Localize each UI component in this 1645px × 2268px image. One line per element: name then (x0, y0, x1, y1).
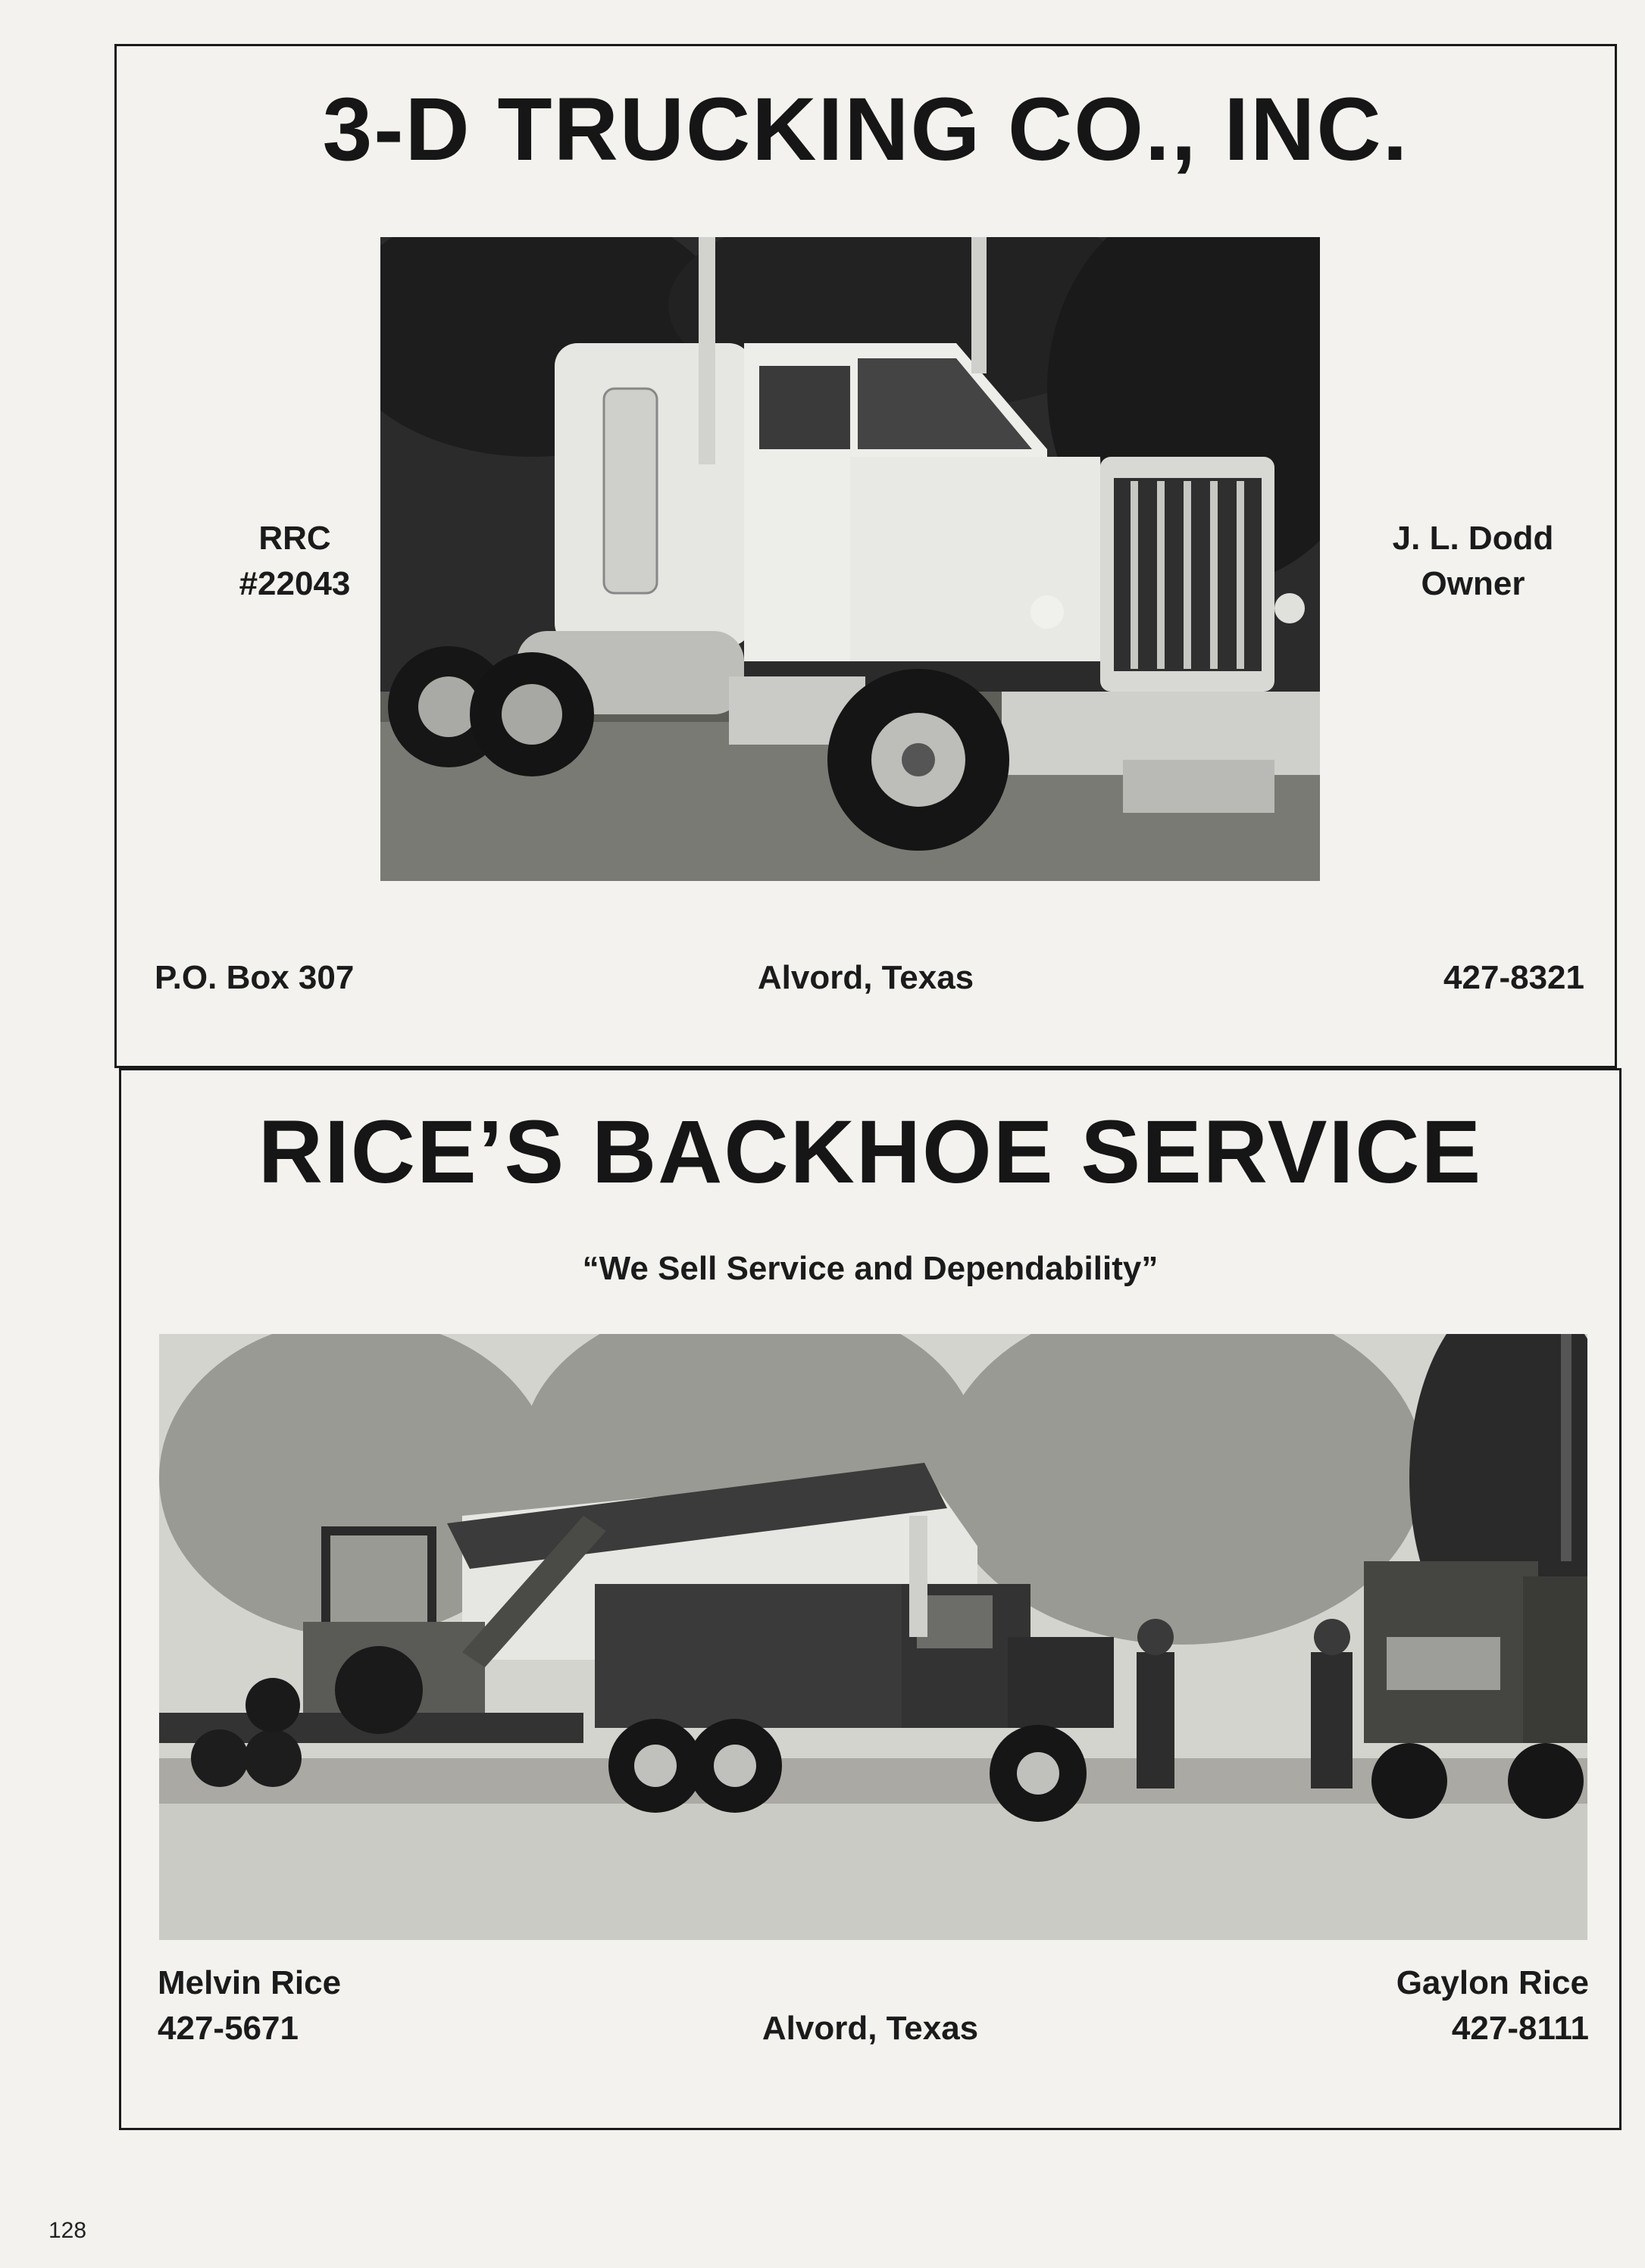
truck-photo (380, 237, 1320, 881)
ad-3d-trucking (114, 44, 1617, 1068)
contact-phone: 427-8111 (1451, 2010, 1589, 2047)
rrc-value: #22043 (239, 565, 351, 602)
contact-name: Melvin Rice (158, 1964, 342, 2001)
owner-title: Owner (1421, 565, 1525, 602)
po-box: P.O. Box 307 (155, 959, 355, 996)
owner-info (1359, 516, 1587, 607)
rrc-label: RRC (258, 520, 331, 557)
contact-gaylon (1396, 1960, 1589, 2051)
semi-truck-image (380, 237, 1320, 881)
ad-rices-backhoe (119, 1068, 1622, 2130)
phone-number: 427-8321 (1443, 959, 1584, 996)
ad-title: RICE’S BACKHOE SERVICE (258, 1102, 1483, 1202)
dump-trucks-image (159, 1334, 1587, 1940)
city-state: Alvord, Texas (757, 959, 974, 996)
contact-name: Gaylon Rice (1396, 1964, 1589, 2001)
rrc-number (208, 516, 382, 607)
backhoe-photo (159, 1334, 1587, 1940)
contact-phone: 427-5671 (158, 2010, 299, 2047)
city-state: Alvord, Texas (762, 2010, 979, 2047)
owner-name: J. L. Dodd (1392, 520, 1554, 557)
slogan: “We Sell Service and Dependability” (582, 1250, 1159, 1287)
page-number: 128 (48, 2218, 87, 2243)
ad-title: 3-D TRUCKING CO., INC. (322, 80, 1409, 180)
